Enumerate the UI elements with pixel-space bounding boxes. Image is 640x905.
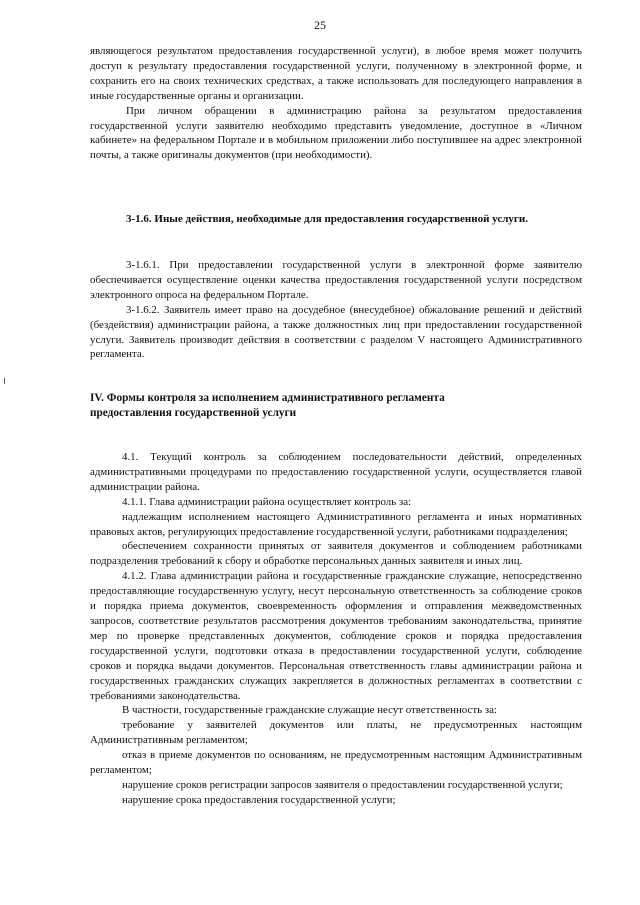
list-item: отказ в приеме документов по основаниям, не предусмотренным настоящим Административным регламентом; (90, 749, 582, 777)
section-title-line-1: IV. Формы контроля за исполнением административного регламента (90, 392, 445, 404)
paragraph: 4.1.1. Глава администрации района осуществляет контроль за: (122, 495, 412, 508)
paragraph: 4.1.2. Глава администрации района и государственные гражданские служащие, непосредственно предоставляющие государственную услугу, несут персональную ответственность за соблюдение сроков и порядка приема документов, своевременность оформления и отправления межведомственных запросов, соответствие результатов рассмотрения документов требованиям законодательства, принятие мер по проверке представленных документов, соблюдение сроков и порядка предоставления государственной услуги, подготовки отказа в предоставлении государственной услуги, соблюдение сроков и порядка выдачи документов. Персональная ответственность главы администрации района и государственных гражданских служащих закрепляется в должностных регламентах в соответствии с требованиями законодательства. (90, 570, 582, 702)
subsection-316 (90, 212, 582, 227)
section-iv-heading (90, 391, 582, 421)
paragraph: обеспечением сохранности принятых от заявителя документов и соблюдением работниками подразделения требований к сбору и обработке персональных данных заявителя и иных лиц. (90, 540, 582, 568)
page-number: 25 (314, 18, 326, 32)
section-title-line-2: предоставления государственной услуги (90, 407, 297, 419)
paragraph: являющегося результатом предоставления государственной услуги), в любое время может получить доступ к результату предоставления государственной услуги, полученному в электронной форме, и сохранить его на своих технических средствах, а также использовать для последующего направления в иные государственные органы и организации. (90, 45, 582, 102)
paragraph: 3-1.6.2. Заявитель имеет право на досудебное (внесудебное) обжалование решений и действий (бездействия) администрации района, а также должностных лиц при предоставлении государственной услуги. Заявитель производит действия в соответствии с разделом V настоящего Административного регламента. (90, 303, 582, 361)
paragraph: 3-1.6.1. При предоставлении государственной услуги в электронной форме заявителю обеспечивается осуществление оценки качества предоставления государственной услуги посредством электронного опроса на федеральном Портале. (90, 259, 582, 301)
paragraph: В частности, государственные гражданские служащие несут ответственность за: (122, 704, 497, 717)
subsection-heading: 3-1.6. Иные действия, необходимые для предоставления государственной услуги. (126, 213, 528, 225)
paragraph: 4.1. Текущий контроль за соблюдением последовательности действий, определенных административными процедурами по предоставлению государственной услуги, осуществляется главой администрации района. (90, 451, 582, 493)
text-block-316 (90, 258, 582, 362)
text-block-top (90, 44, 582, 163)
text-block-section-iv (90, 450, 582, 808)
list-item: нарушение срока предоставления государственной услуги; (122, 793, 396, 806)
list-item: нарушение сроков регистрации запросов заявителя о предоставлении государственной услуги; (122, 778, 563, 791)
paragraph: надлежащим исполнением настоящего Административного регламента и иных нормативных правовых актов, регулирующих предоставление государственной услуги, работниками подразделения; (90, 510, 582, 538)
paragraph: При личном обращении в администрацию района за результатом предоставления государственной услуги заявителю необходимо представить уведомление, доступное в «Личном кабинете» на федеральном Портале и в мобильном приложении либо поступившее на адрес электронной почты, а также оригиналы документов (при необходимости). (90, 104, 582, 162)
list-item: требование у заявителей документов или платы, не предусмотренных настоящим Административным регламентом; (90, 719, 582, 747)
margin-mark (4, 378, 5, 384)
